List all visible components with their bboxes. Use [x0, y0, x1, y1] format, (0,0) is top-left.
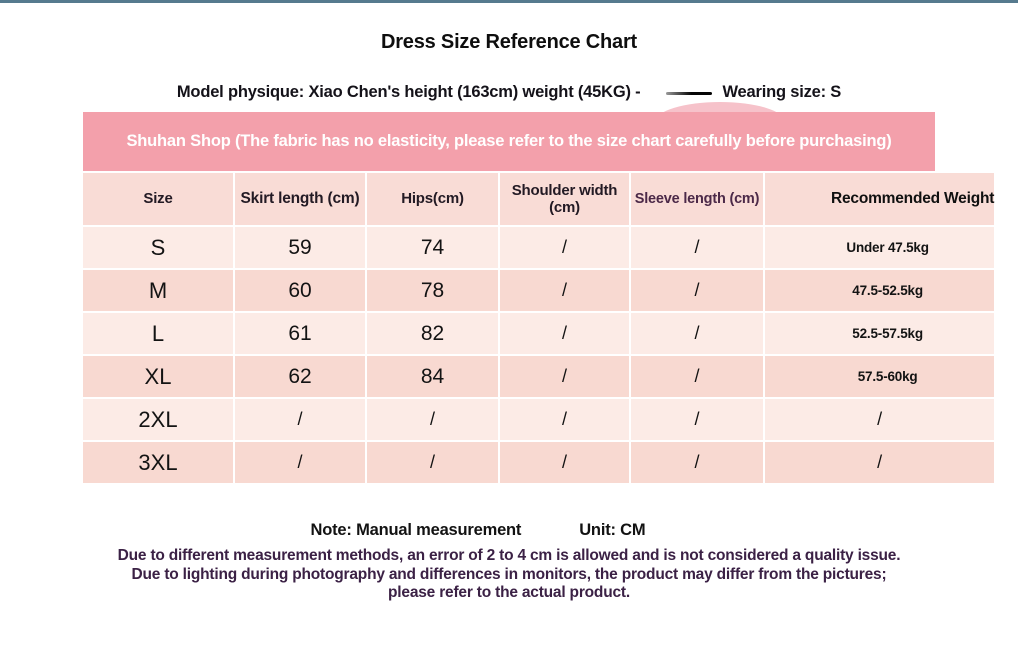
table-cell: 60	[235, 270, 365, 311]
page-title: Dress Size Reference Chart	[380, 31, 638, 53]
size-reference-table	[81, 171, 996, 485]
table-cell: 74	[367, 227, 498, 268]
table-cell: /	[765, 442, 994, 483]
table-cell: XL	[83, 356, 233, 397]
table-row	[83, 227, 994, 268]
table-cell: L	[83, 313, 233, 354]
table-cell: /	[367, 399, 498, 440]
table-cell: /	[500, 227, 629, 268]
model-info-row	[0, 83, 1018, 102]
table-row	[83, 442, 994, 483]
table-cell: /	[500, 356, 629, 397]
table-cell: 82	[367, 313, 498, 354]
column-header: Recommended Weight	[765, 173, 994, 225]
table-cell: /	[631, 442, 763, 483]
top-border-strip	[0, 0, 1018, 3]
disclaimer-text: Due to different measurement methods, an error of 2 to 4 cm is allowed and is not considered a quality issue. Due to lighting during photography and differences in monitors, the product may differ from the pictures; please refer to the actual product.	[117, 547, 901, 601]
shop-notice-banner	[83, 112, 935, 171]
table-row	[83, 356, 994, 397]
wearing-size-text: Wearing size: S	[722, 83, 842, 101]
table-cell: 78	[367, 270, 498, 311]
table-cell: /	[631, 270, 763, 311]
table-cell: 59	[235, 227, 365, 268]
table-row	[83, 270, 994, 311]
table-cell: 57.5-60kg	[765, 356, 994, 397]
table-cell: 61	[235, 313, 365, 354]
table-cell: 84	[367, 356, 498, 397]
column-header: Hips(cm)	[367, 173, 498, 225]
dash-line-graphic	[666, 92, 712, 95]
table-cell: /	[500, 270, 629, 311]
table-row	[83, 399, 994, 440]
table-cell: M	[83, 270, 233, 311]
column-header: Sleeve length (cm)	[631, 173, 763, 225]
table-cell: /	[631, 313, 763, 354]
table-cell: /	[631, 399, 763, 440]
note-text: Note: Manual measurement	[310, 521, 522, 539]
table-cell: /	[500, 399, 629, 440]
table-cell: /	[235, 442, 365, 483]
column-header: Skirt length (cm)	[235, 173, 365, 225]
table-cell: /	[765, 399, 994, 440]
table-row	[83, 313, 994, 354]
shop-notice-text: Shuhan Shop (The fabric has no elasticity, please refer to the size chart carefully before purchasing)	[126, 132, 892, 150]
table-cell: /	[631, 356, 763, 397]
table-cell: 52.5-57.5kg	[765, 313, 994, 354]
table-cell: 2XL	[83, 399, 233, 440]
column-header: Shoulder width (cm)	[500, 173, 629, 225]
table-cell: S	[83, 227, 233, 268]
table-cell: 47.5-52.5kg	[765, 270, 994, 311]
table-cell: 3XL	[83, 442, 233, 483]
note-row	[0, 521, 1018, 540]
model-info-text: Model physique: Xiao Chen's height (163cm) weight (45KG) -	[176, 83, 641, 101]
table-cell: /	[235, 399, 365, 440]
table-cell: /	[631, 227, 763, 268]
column-header: Size	[83, 173, 233, 225]
table-cell: /	[500, 442, 629, 483]
table-cell: /	[367, 442, 498, 483]
table-cell: /	[500, 313, 629, 354]
unit-text: Unit: CM	[579, 521, 646, 539]
table-cell: Under 47.5kg	[765, 227, 994, 268]
table-cell: 62	[235, 356, 365, 397]
table-header-row	[83, 173, 994, 225]
